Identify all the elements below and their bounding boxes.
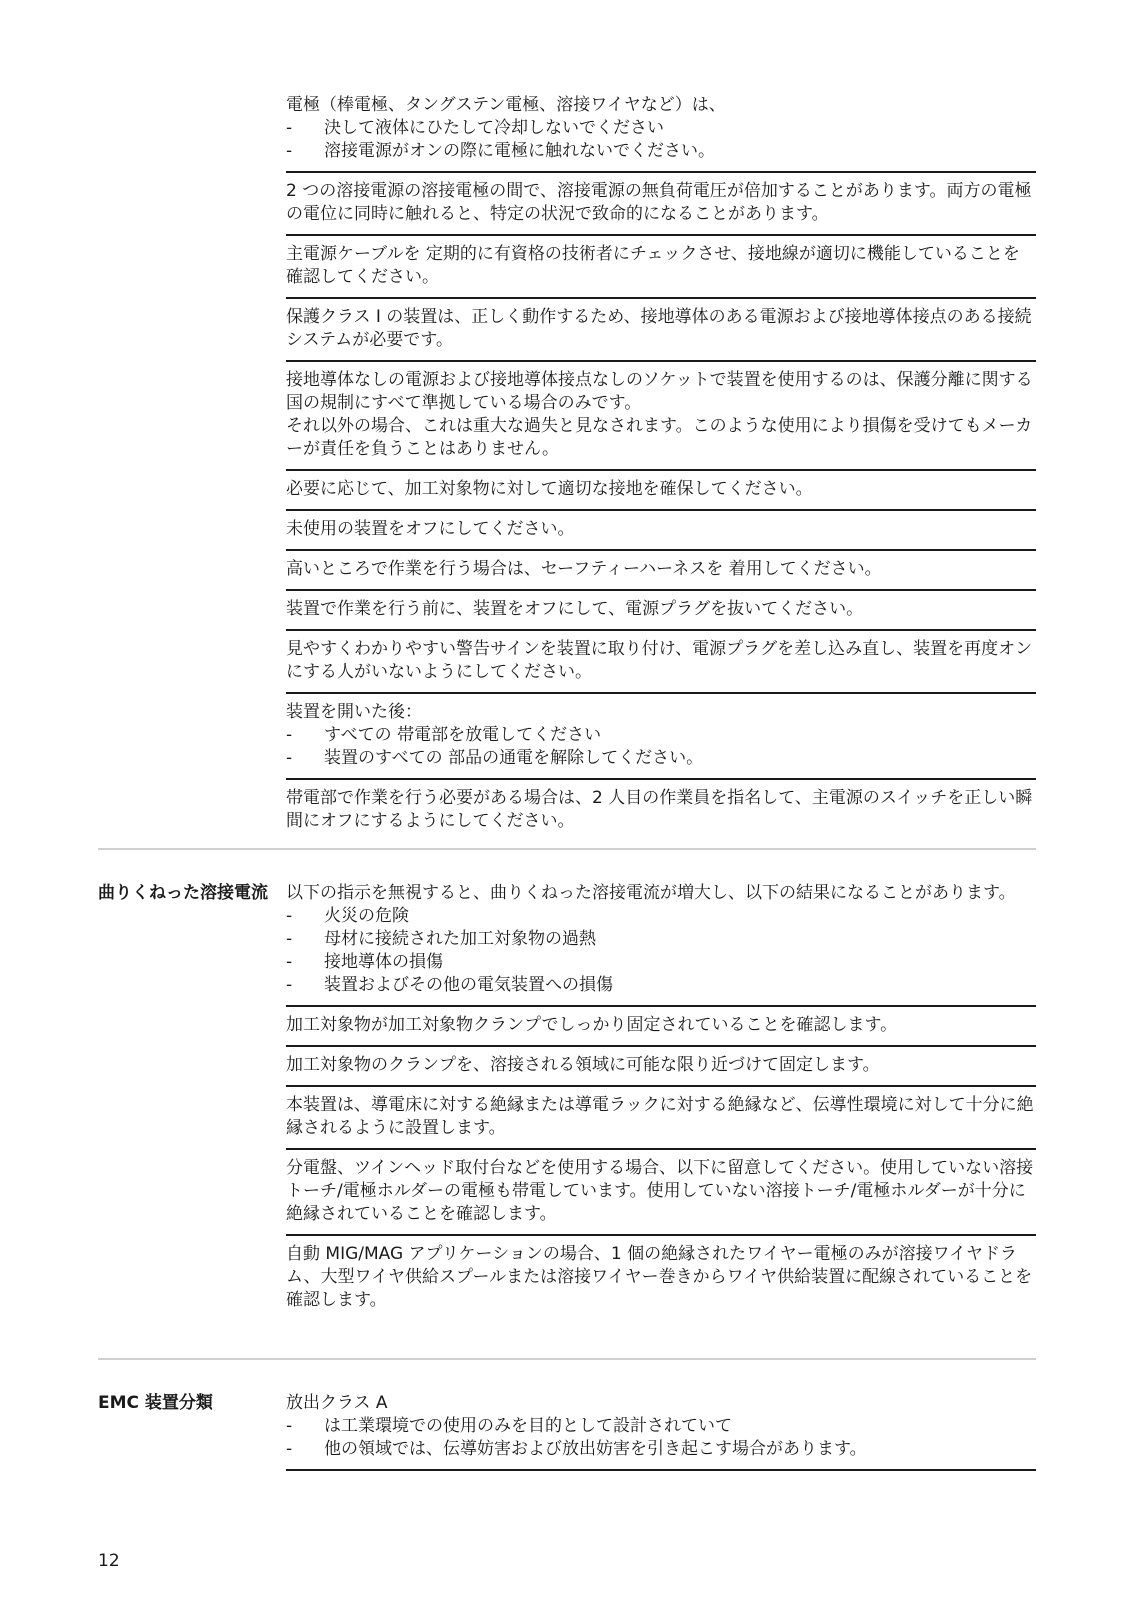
paragraph: 見やすくわかりやすい警告サインを装置に取り付け、電源プラグを差し込み直し、装置を再度オンにする人がいないようにしてください。 (286, 639, 1033, 682)
section-divider (98, 1358, 1036, 1360)
list-dash: - (286, 929, 293, 949)
list-dash: - (286, 748, 293, 768)
paragraph: 加工対象物のクランプを、溶接される領域に可能な限り近づけて固定します。 (286, 1055, 880, 1075)
paragraph: 以下の指示を無視すると、曲りくねった溶接電流が増大し、以下の結果になることがあります。 (286, 883, 1016, 903)
paragraph: 接地導体なしの電源および接地導体接点なしのソケットで装置を使用するのは、保護分離に関する国の規制にすべて準拠している場合のみです。 (286, 370, 1033, 413)
list-dash: - (286, 952, 293, 972)
paragraph: 装置で作業を行う前に、装置をオフにして、電源プラグを抜いてください。 (286, 599, 864, 619)
paragraph: 電極（棒電極、タングステン電極、溶接ワイヤなど）は、 (286, 95, 726, 115)
text-block (286, 1157, 1036, 1236)
page-number: 12 (98, 1551, 120, 1571)
text-block (286, 369, 1036, 471)
list-dash: - (286, 906, 293, 926)
paragraph: 放出クラス A (286, 1393, 388, 1413)
list-dash: - (286, 725, 293, 745)
list-item-text: 決して液体にひたして冷却しないでください (324, 118, 664, 138)
text-block (286, 1094, 1036, 1150)
list-item-text: すべての 帯電部を放電してください (324, 725, 602, 745)
text-block (286, 478, 1036, 511)
list-item-text: 火災の危険 (324, 906, 409, 926)
paragraph: それ以外の場合、これは重大な過失と見なされます。このような使用により損傷を受けてもメーカーが責任を負うことはありません。 (286, 416, 1033, 459)
list-item-text: 装置およびその他の電気装置への損傷 (324, 975, 613, 995)
paragraph: 未使用の装置をオフにしてください。 (286, 519, 575, 539)
list-dash: - (286, 975, 293, 995)
paragraph: 帯電部で作業を行う必要がある場合は、2 人目の作業員を指名して、主電源のスイッチを正しい瞬間にオフにするようにしてください。 (286, 788, 1033, 831)
paragraph: 本装置は、導電床に対する絶縁または導電ラックに対する絶縁など、伝導性環境に対して十分に絶縁されるように設置します。 (286, 1095, 1034, 1138)
paragraph: 保護クラス I の装置は、正しく動作するため、接地導体のある電源および接地導体接点のある接続システムが必要です。 (286, 307, 1032, 350)
text-block (286, 243, 1036, 299)
section-title-emc: EMC 装置分類 (98, 1393, 213, 1413)
list-item (286, 974, 1036, 997)
list-dash: - (286, 1416, 293, 1436)
section-title-stray-current: 曲りくねった溶接電流 (98, 883, 268, 903)
section-divider (98, 848, 1036, 850)
list-item (286, 117, 1036, 140)
list-dash: - (286, 141, 293, 161)
text-block (286, 1054, 1036, 1087)
paragraph: 高いところで作業を行う場合は、セーフティーハーネスを 着用してください。 (286, 559, 882, 579)
text-block (286, 94, 1036, 173)
text-block (286, 882, 1036, 1007)
text-block (286, 787, 1036, 841)
list-item (286, 140, 1036, 163)
list-item (286, 724, 1036, 747)
text-block (286, 180, 1036, 236)
list-item-text: 装置のすべての 部品の通電を解除してください。 (324, 748, 704, 768)
text-block (286, 518, 1036, 551)
paragraph: 必要に応じて、加工対象物に対して適切な接地を確保してください。 (286, 479, 813, 499)
text-block (286, 598, 1036, 631)
paragraph: 分電盤、ツインヘッド取付台などを使用する場合、以下に留意してください。使用していない溶接トーチ/電極ホルダーの電極も帯電しています。使用していない溶接トーチ/電極ホルダーが十分に絶縁されていることを確認します。 (286, 1158, 1034, 1224)
list-dash: - (286, 118, 293, 138)
paragraph: 加工対象物が加工対象物クランプでしっかり固定されていることを確認します。 (286, 1015, 898, 1035)
text-block (286, 306, 1036, 362)
emc-section (286, 1392, 1036, 1478)
paragraph: 自動 MIG/MAG アプリケーションの場合、1 個の絶縁されたワイヤー電極のみが溶接ワイヤドラム、大型ワイヤ供給スプールまたは溶接ワイヤー巻きからワイヤ供給装置に配線されていることを確認します。 (286, 1244, 1033, 1310)
list-item-text: 溶接電源がオンの際に電極に触れないでください。 (324, 141, 715, 161)
top-section (286, 94, 1036, 848)
paragraph: 2 つの溶接電源の溶接電極の間で、溶接電源の無負荷電圧が倍加することがあります。両方の電極の電位に同時に触れると、特定の状況で致命的になることがあります。 (286, 181, 1032, 224)
paragraph: 装置を開いた後： (286, 702, 422, 722)
text-block (286, 701, 1036, 780)
list-item-text: は工業環境での使用のみを目的として設計されていて (324, 1416, 732, 1436)
list-item (286, 951, 1036, 974)
list-item-text: 他の領域では、伝導妨害および放出妨害を引き起こす場合があります。 (324, 1439, 867, 1459)
list-dash: - (286, 1439, 293, 1459)
text-block (286, 638, 1036, 694)
list-item (286, 1415, 1036, 1438)
text-block (286, 1243, 1036, 1320)
list-item (286, 928, 1036, 951)
text-block (286, 558, 1036, 591)
list-item (286, 905, 1036, 928)
text-block (286, 1392, 1036, 1471)
list-item (286, 1438, 1036, 1461)
list-item-text: 母材に接続された加工対象物の過熱 (324, 929, 596, 949)
paragraph: 主電源ケーブルを 定期的に有資格の技術者にチェックさせ、接地線が適切に機能していることを確認してください。 (286, 244, 1020, 287)
list-item-text: 接地導体の損傷 (324, 952, 443, 972)
text-block (286, 1014, 1036, 1047)
list-item (286, 747, 1036, 770)
stray-current-section (286, 882, 1036, 1327)
